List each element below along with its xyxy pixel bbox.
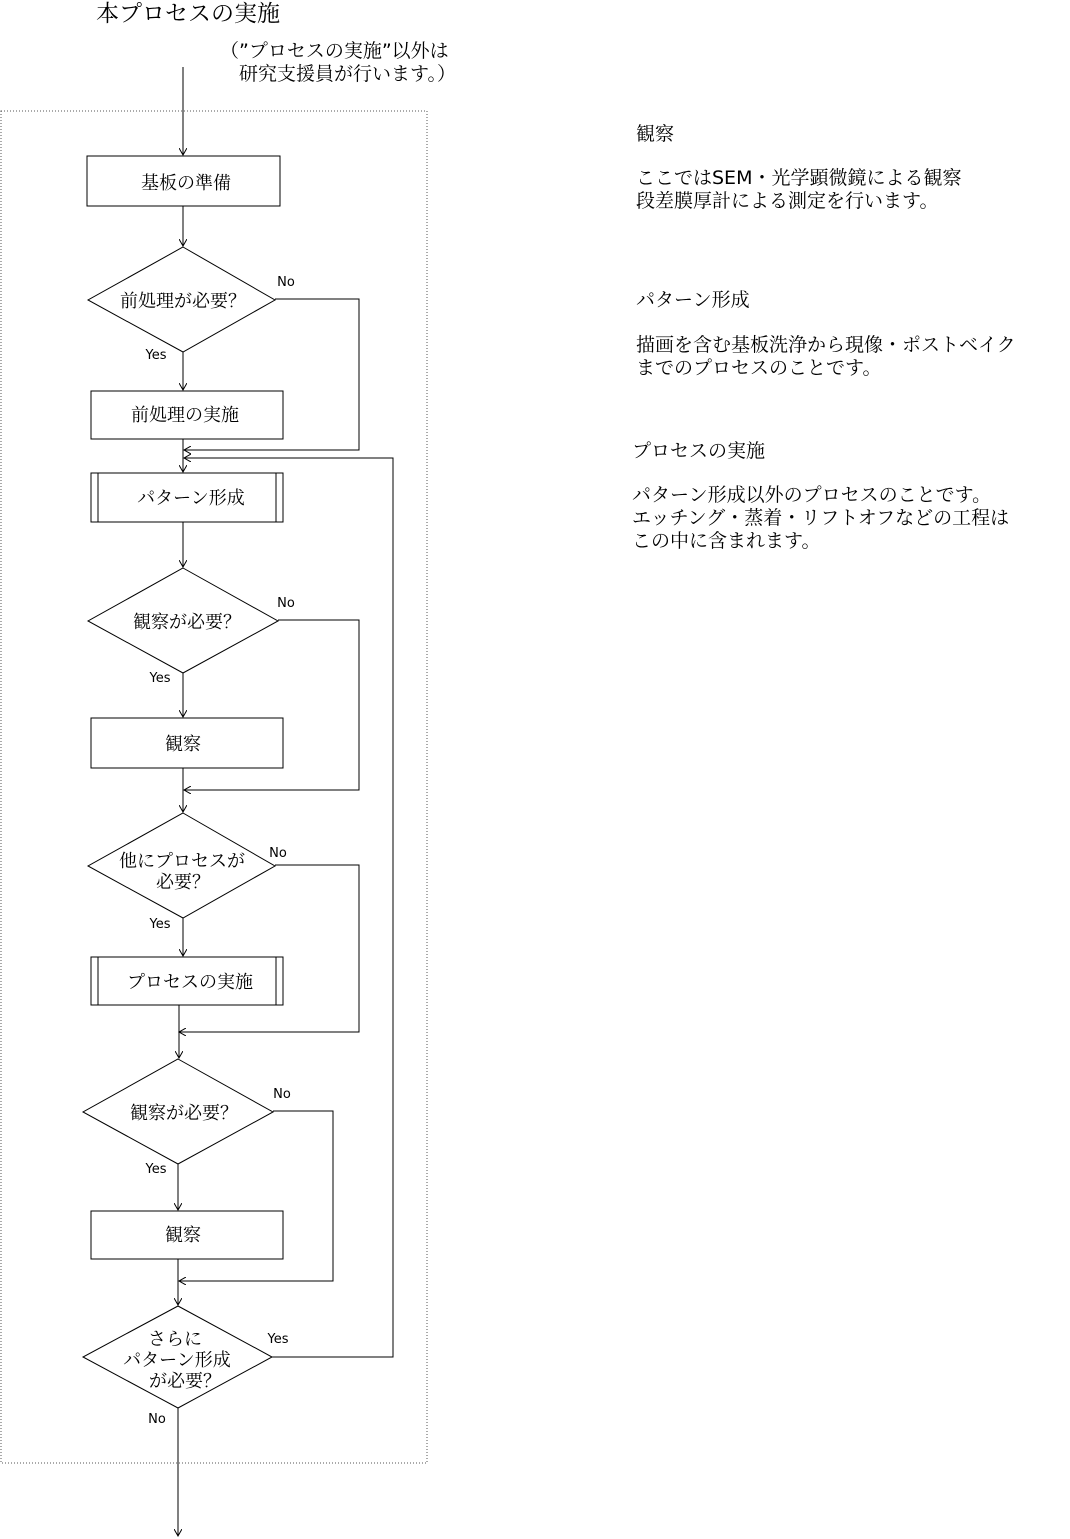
side-heading-pattern: パターン形成 xyxy=(636,289,750,311)
label-pattern-formation: パターン形成 xyxy=(137,488,245,509)
page-title: 本プロセスの実施 xyxy=(96,1,280,27)
q2-yes-label: Yes xyxy=(149,671,171,686)
responsibility-note: （”プロセスの実施”以外は 研究支援員が行います。） xyxy=(220,40,456,85)
label-more-pattern-line3: が必要？ xyxy=(149,1371,221,1392)
label-more-pattern-line2: パターン形成 xyxy=(123,1350,231,1371)
side-body-observe: ここではSEM・光学顕微鏡による観察 段差膜厚計による測定を行います。 xyxy=(636,167,962,212)
q3-yes-label: Yes xyxy=(149,917,171,932)
label-observe-1: 観察 xyxy=(165,734,201,755)
process-frame xyxy=(1,111,427,1463)
label-more-pattern-line1: さらに xyxy=(148,1329,202,1350)
label-pretreat-question: 前処理が必要？ xyxy=(120,291,246,312)
side-heading-observe: 観察 xyxy=(636,123,675,145)
label-other-process-line2: 必要？ xyxy=(156,872,210,893)
q5-no-label: No xyxy=(148,1412,166,1427)
side-heading-process: プロセスの実施 xyxy=(632,440,766,462)
q2-no-label: No xyxy=(277,596,295,611)
side-body-pattern: 描画を含む基板洗浄から現像・ポストベイク までのプロセスのことです。 xyxy=(636,334,1016,379)
label-observe-2: 観察 xyxy=(165,1225,201,1246)
label-process: プロセスの実施 xyxy=(127,972,253,993)
q4-yes-label: Yes xyxy=(145,1162,167,1177)
q1-no-label: No xyxy=(277,275,295,290)
label-pretreat: 前処理の実施 xyxy=(131,405,239,426)
q4-no-label: No xyxy=(273,1087,291,1102)
side-body-process: パターン形成以外のプロセスのことです。 エッチング・蒸着・リフトオフなどの工程は この中に含まれます。 xyxy=(632,484,1010,552)
label-other-process-line1: 他にプロセスが xyxy=(119,851,245,872)
arrow-q2-no xyxy=(184,620,359,790)
q5-yes-label: Yes xyxy=(267,1332,289,1347)
label-substrate-prep: 基板の準備 xyxy=(141,173,231,194)
arrow-q5-yes-loop xyxy=(184,458,393,1357)
q3-no-label: No xyxy=(269,846,287,861)
label-observe-question-2: 観察が必要？ xyxy=(130,1103,238,1124)
q1-yes-label: Yes xyxy=(145,348,167,363)
arrow-q4-no xyxy=(179,1111,333,1281)
label-observe-question-1: 観察が必要？ xyxy=(133,612,241,633)
arrow-q1-no xyxy=(184,299,359,450)
